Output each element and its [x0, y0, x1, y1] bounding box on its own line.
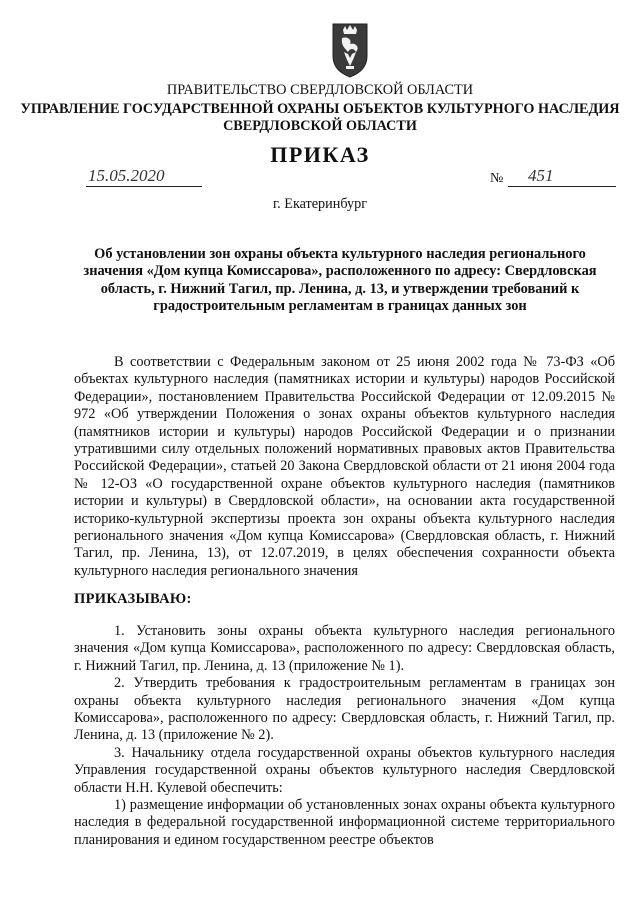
order-number: 451: [508, 166, 616, 187]
order-subject: Об установлении зон охраны объекта культурного наследия регионального значения «Дом купца Комиссарова», расположенного по адресу: Свердловская область, г. Нижний Тагил, пр. Ленина, д. 13, и утверждении требований к градостроительным регламентам в границах данных зон: [83, 246, 597, 314]
order-items: [74, 623, 615, 849]
department-line-1: УПРАВЛЕНИЕ ГОСУДАРСТВЕННОЙ ОХРАНЫ ОБЪЕКТОВ КУЛЬТУРНОГО НАСЛЕДИЯ: [20, 101, 620, 117]
department-line-2: СВЕРДЛОВСКОЙ ОБЛАСТИ: [223, 118, 417, 134]
city: г. Екатеринбург: [272, 196, 368, 212]
doc-type-title: ПРИКАЗ: [270, 142, 370, 167]
department-name: [0, 101, 640, 135]
order-item-1: 1. Установить зоны охраны объекта культурного наследия регионального значения «Дом купца Комиссарова», расположенного по адресу: Свердловская область, г. Нижний Тагил, пр. Ленина, д. 13 (приложение № 1).: [74, 623, 615, 674]
order-item-2: 2. Утвердить требования к градостроительным регламентам в границах зон охраны объекта культурного наследия регионального значения «Дом купца Комиссарова», расположенного по адресу: Свердловская область, г. Нижний Тагил, пр. Ленина, д. 13 (приложение № 2).: [74, 675, 615, 744]
government-name: ПРАВИТЕЛЬСТВО СВЕРДЛОВСКОЙ ОБЛАСТИ: [166, 82, 474, 98]
number-label: №: [490, 171, 504, 186]
order-date: 15.05.2020: [86, 166, 202, 187]
coat-of-arms-icon: [330, 22, 370, 78]
order-item-3: 3. Начальнику отдела государственной охраны объектов культурного наследия Управления государственной охраны объектов культурного наследия Свердловской области Н.Н. Кулевой обеспечить:: [74, 744, 615, 796]
preamble-paragraph: В соответствии с Федеральным законом от 25 июня 2002 года № 73-ФЗ «Об объектах культурного наследия (памятниках истории и культуры) народов Российской Федерации», постановлением Правительства Российской Федерации от 12.09.2015 № 972 «Об утверждении Положения о зонах охраны объектов культурного наследия (памятников истории и культуры) народов Российской Федерации и о признании утратившими силу отдельных положений нормативных правовых актов Правительства Российской Федерации», статьей 20 Закона Свердловской области от 21 июня 2004 года № 12-ОЗ «О государственной охране объектов культурного наследия (памятников истории и культуры) в Свердловской области», на основании акта государственной историко-культурной экспертизы проекта зон охраны объекта культурного наследия регионального значения «Дом купца Комиссарова» (Свердловская область, г. Нижний Тагил, пр. Ленина, 13), от 12.07.2019, в целях обеспечения сохранности объекта культурного наследия регионального значения: [74, 354, 615, 579]
order-subitem-1: 1) размещение информации об установленных зонах охраны объекта культурного наследия в федеральной государственной информационной системе территориального планирования и едином государственном реестре объектов: [74, 797, 615, 848]
order-word: ПРИКАЗЫВАЮ:: [74, 591, 192, 607]
